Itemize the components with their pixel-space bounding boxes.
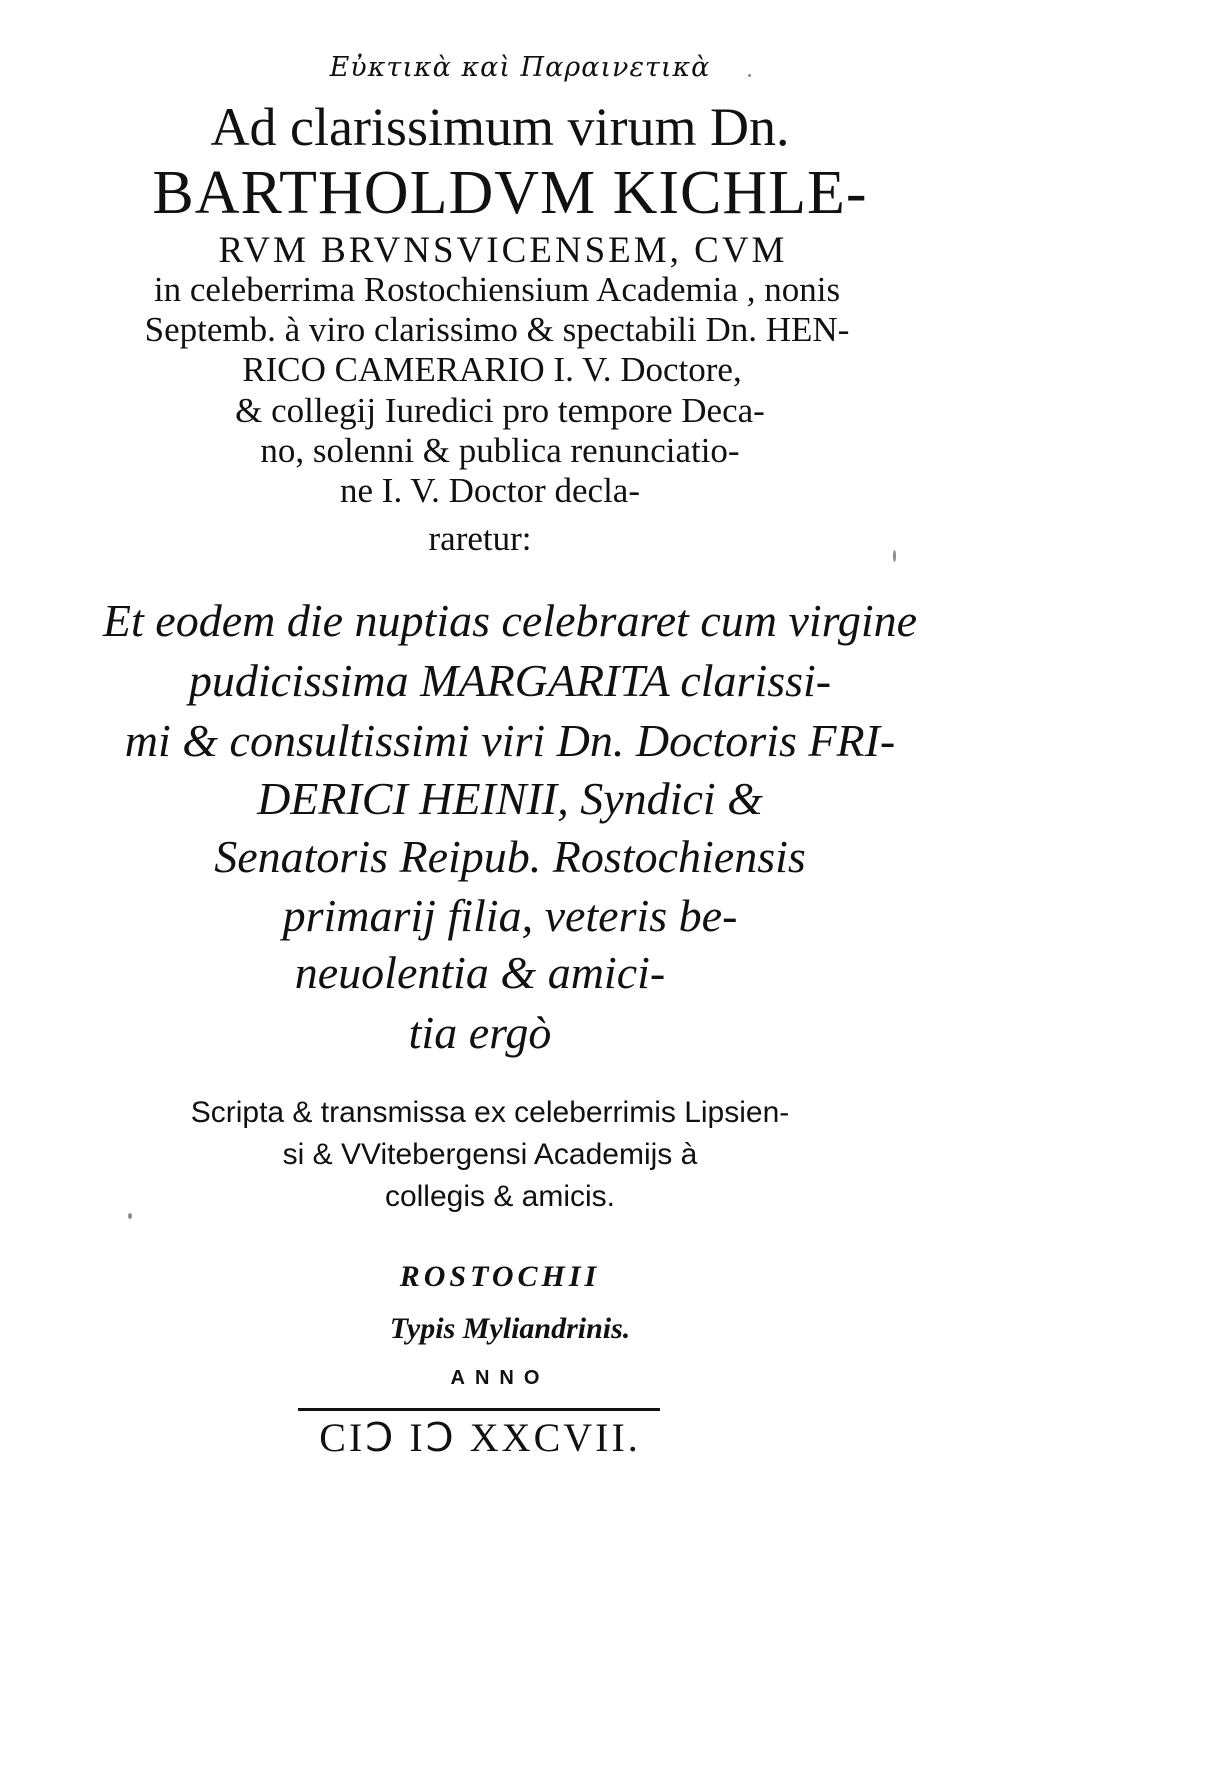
body-line: ne I. V. Doctor decla- — [340, 471, 640, 510]
imprint-place: ROSTOCHII — [399, 1260, 601, 1293]
greek-heading: Εὐκτικὰ καὶ Παραινετικὰ — [329, 52, 711, 83]
imprint-year: CIↃ IↃ XXCVII. — [319, 1415, 641, 1460]
print-speck — [128, 1213, 132, 1219]
body-line: Septemb. à viro clarissimo & spectabili Dn. HEN- — [144, 310, 850, 349]
body-line: RICO CAMERARIO I. V. Doctore, — [242, 350, 742, 389]
body-line: no, solenni & publica renunciatio- — [260, 431, 740, 470]
honoree-name-line-2: RVM BRVNSVICENSEM, CVM — [218, 230, 788, 271]
italic-line: pudicissima MARGARITA clarissi- — [188, 655, 832, 706]
closing-line: si & VVitebergensi Academijs à — [282, 1138, 698, 1171]
body-line: & collegij Iuredici pro tempore Deca- — [235, 391, 765, 430]
italic-line: primarij filia, veteris be- — [282, 890, 738, 941]
imprint-anno: ANNO — [450, 1367, 550, 1389]
imprint-printer: Typis Myliandrinis. — [389, 1312, 631, 1345]
closing-line: collegis & amicis. — [384, 1180, 616, 1213]
dedication-line: Ad clarissimum virum Dn. — [210, 97, 790, 157]
italic-line: Senatoris Reipub. Rostochiensis — [214, 831, 806, 882]
italic-line: neuolentia & amici- — [294, 947, 666, 998]
imprint-rule — [298, 1408, 660, 1411]
print-speck — [748, 74, 751, 77]
body-line: raretur: — [428, 519, 532, 558]
italic-line: Et eodem die nuptias celebraret cum virgine — [102, 595, 918, 646]
italic-line: tia ergò — [408, 1007, 552, 1058]
honoree-name-line-1: BARTHOLDVM KICHLE- — [152, 159, 868, 227]
body-line: in celeberrima Rostochiensium Academia , nonis — [153, 270, 841, 309]
italic-line: DERICI HEINII, Syndici & — [257, 773, 763, 824]
closing-line: Scripta & transmissa ex celeberrimis Lipsien- — [190, 1096, 790, 1129]
italic-line: mi & consultissimi viri Dn. Doctoris FRI- — [124, 715, 896, 766]
print-speck — [893, 550, 896, 562]
